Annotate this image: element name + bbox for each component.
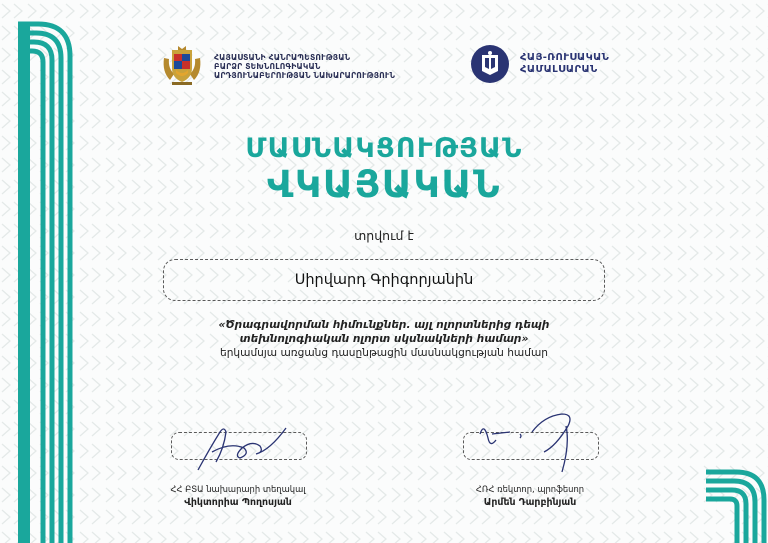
signature-left: [190, 418, 290, 474]
signer-left-role: ՀՀ ԲՏԱ նախարարի տեղակալ: [170, 484, 306, 494]
signer-left: [128, 483, 348, 509]
university-name-line-1: ՀԱՅ-ՌՈՒՍԱԿԱՆ: [520, 52, 610, 63]
signature-right: [470, 404, 610, 476]
signer-right: [420, 483, 640, 509]
certificate-title-line-1: ՄԱՍՆԱԿՑՈՒԹՅԱՆ: [245, 133, 523, 164]
course-participation-text: երկամսյա առցանց դասընթացին մասնակցության համար: [220, 347, 548, 359]
ministry-name-line-2: ԲԱՐՁՐ ՏԵԽՆՈԼՈԳԻԱԿԱՆ: [214, 61, 321, 71]
ministry-name-line-1: ՀԱՅԱՍՏԱՆԻ ՀԱՆՐԱՊԵՏՈՒԹՅԱՆ: [214, 52, 351, 62]
course-title-line-1: «Ծրագրավորման հիմունքներ. այլ ոլորտներից դեպի: [218, 319, 550, 331]
course-description: [0, 318, 768, 360]
recipient-name-box: [163, 259, 605, 301]
given-to-label: տրվում է: [354, 228, 414, 243]
armenia-coat-of-arms-icon: [160, 44, 204, 88]
right-stripes-decoration: [706, 468, 768, 543]
signer-left-name: Վիկտորիա Պողոսյան: [184, 497, 292, 508]
certificate-title-line-2: ՎԿԱՅԱԿԱՆ: [266, 163, 502, 206]
university-name-line-2: ՀԱՄԱԼՍԱՐԱՆ: [520, 64, 598, 75]
rau-logo-icon: [470, 44, 510, 84]
signer-right-name: Արմեն Դարբինյան: [483, 497, 577, 508]
left-stripes-decoration: [18, 0, 74, 543]
course-title-line-2: տեխնոլոգիական ոլորտ սկսնակների համար»: [239, 333, 529, 345]
recipient-name: Սիրվարդ Գրիգորյանին: [294, 272, 474, 288]
ministry-header: [160, 44, 395, 88]
university-header: [470, 44, 609, 84]
signer-right-role: ՀՌՀ ռեկտոր, պրոֆեսոր: [475, 484, 585, 494]
ministry-name-line-3: ԱՐԴՅՈՒՆԱԲԵՐՈՒԹՅԱՆ ՆԱԽԱՐԱՐՈՒԹՅՈՒՆ: [214, 70, 396, 80]
